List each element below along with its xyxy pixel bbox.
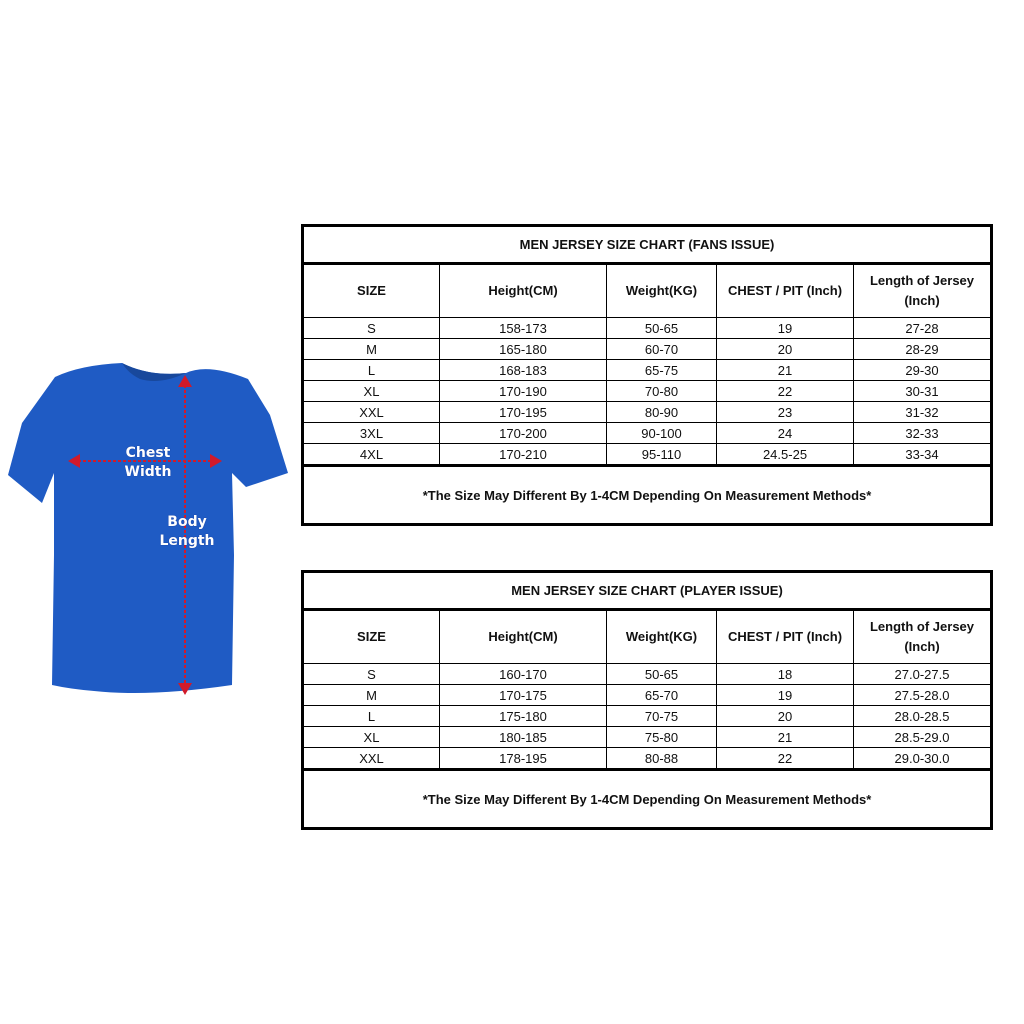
cell-chest: 21	[717, 360, 854, 381]
cell-chest: 23	[717, 402, 854, 423]
cell-length: 27.5-28.0	[854, 685, 992, 706]
table-row	[303, 360, 992, 381]
cell-height: 165-180	[440, 339, 607, 360]
cell-length: 31-32	[854, 402, 992, 423]
cell-length: 30-31	[854, 381, 992, 402]
col-header-length: Length of Jersey (Inch)	[854, 610, 992, 664]
cell-length: 27.0-27.5	[854, 664, 992, 685]
tshirt-shape	[8, 363, 288, 693]
cell-weight: 80-88	[607, 748, 717, 770]
cell-size: M	[303, 339, 440, 360]
cell-weight: 70-75	[607, 706, 717, 727]
table-row	[303, 727, 992, 748]
col-header-chest: CHEST / PIT (Inch)	[717, 264, 854, 318]
cell-weight: 80-90	[607, 402, 717, 423]
cell-size: XXL	[303, 402, 440, 423]
cell-weight: 50-65	[607, 318, 717, 339]
player-table-title: MEN JERSEY SIZE CHART (PLAYER ISSUE)	[303, 572, 992, 610]
col-header-length: Length of Jersey (Inch)	[854, 264, 992, 318]
cell-size: 4XL	[303, 444, 440, 466]
player-size-table	[301, 570, 993, 830]
cell-length: 27-28	[854, 318, 992, 339]
cell-length: 28-29	[854, 339, 992, 360]
fans-size-table	[301, 224, 993, 526]
cell-height: 158-173	[440, 318, 607, 339]
cell-height: 180-185	[440, 727, 607, 748]
fans-table-title: MEN JERSEY SIZE CHART (FANS ISSUE)	[303, 226, 992, 264]
col-header-weight: Weight(KG)	[607, 610, 717, 664]
cell-size: S	[303, 318, 440, 339]
col-header-chest: CHEST / PIT (Inch)	[717, 610, 854, 664]
cell-size: L	[303, 360, 440, 381]
cell-height: 170-190	[440, 381, 607, 402]
cell-weight: 65-70	[607, 685, 717, 706]
fans-table-note: *The Size May Different By 1-4CM Depending On Measurement Methods*	[303, 466, 992, 525]
cell-size: XL	[303, 381, 440, 402]
cell-height: 160-170	[440, 664, 607, 685]
cell-chest: 21	[717, 727, 854, 748]
cell-chest: 22	[717, 748, 854, 770]
cell-weight: 60-70	[607, 339, 717, 360]
cell-chest: 18	[717, 664, 854, 685]
cell-weight: 90-100	[607, 423, 717, 444]
cell-size: XL	[303, 727, 440, 748]
cell-length: 29.0-30.0	[854, 748, 992, 770]
col-header-weight: Weight(KG)	[607, 264, 717, 318]
table-row	[303, 685, 992, 706]
cell-length: 32-33	[854, 423, 992, 444]
cell-weight: 75-80	[607, 727, 717, 748]
cell-chest: 19	[717, 318, 854, 339]
cell-size: M	[303, 685, 440, 706]
chest-width-label: Chest Width	[124, 445, 172, 480]
table-row	[303, 748, 992, 770]
table-row	[303, 381, 992, 402]
cell-height: 175-180	[440, 706, 607, 727]
cell-size: S	[303, 664, 440, 685]
tshirt-diagram	[0, 355, 295, 705]
cell-height: 170-195	[440, 402, 607, 423]
cell-height: 168-183	[440, 360, 607, 381]
tshirt-illustration	[0, 355, 295, 705]
cell-length: 29-30	[854, 360, 992, 381]
cell-height: 170-200	[440, 423, 607, 444]
cell-weight: 95-110	[607, 444, 717, 466]
cell-chest: 24.5-25	[717, 444, 854, 466]
player-table-note: *The Size May Different By 1-4CM Depending On Measurement Methods*	[303, 770, 992, 829]
table-row	[303, 339, 992, 360]
table-row	[303, 444, 992, 466]
col-header-size: SIZE	[303, 610, 440, 664]
table-row	[303, 318, 992, 339]
cell-length: 28.0-28.5	[854, 706, 992, 727]
table-row	[303, 664, 992, 685]
cell-weight: 65-75	[607, 360, 717, 381]
cell-length: 33-34	[854, 444, 992, 466]
cell-chest: 22	[717, 381, 854, 402]
cell-height: 170-175	[440, 685, 607, 706]
cell-size: 3XL	[303, 423, 440, 444]
table-row	[303, 402, 992, 423]
cell-weight: 70-80	[607, 381, 717, 402]
cell-height: 178-195	[440, 748, 607, 770]
cell-weight: 50-65	[607, 664, 717, 685]
cell-chest: 20	[717, 339, 854, 360]
col-header-size: SIZE	[303, 264, 440, 318]
cell-chest: 20	[717, 706, 854, 727]
body-length-label: Body Length	[159, 514, 215, 549]
table-row	[303, 706, 992, 727]
col-header-height: Height(CM)	[440, 264, 607, 318]
cell-size: XXL	[303, 748, 440, 770]
cell-size: L	[303, 706, 440, 727]
table-row	[303, 423, 992, 444]
cell-length: 28.5-29.0	[854, 727, 992, 748]
cell-chest: 19	[717, 685, 854, 706]
cell-chest: 24	[717, 423, 854, 444]
col-header-height: Height(CM)	[440, 610, 607, 664]
cell-height: 170-210	[440, 444, 607, 466]
